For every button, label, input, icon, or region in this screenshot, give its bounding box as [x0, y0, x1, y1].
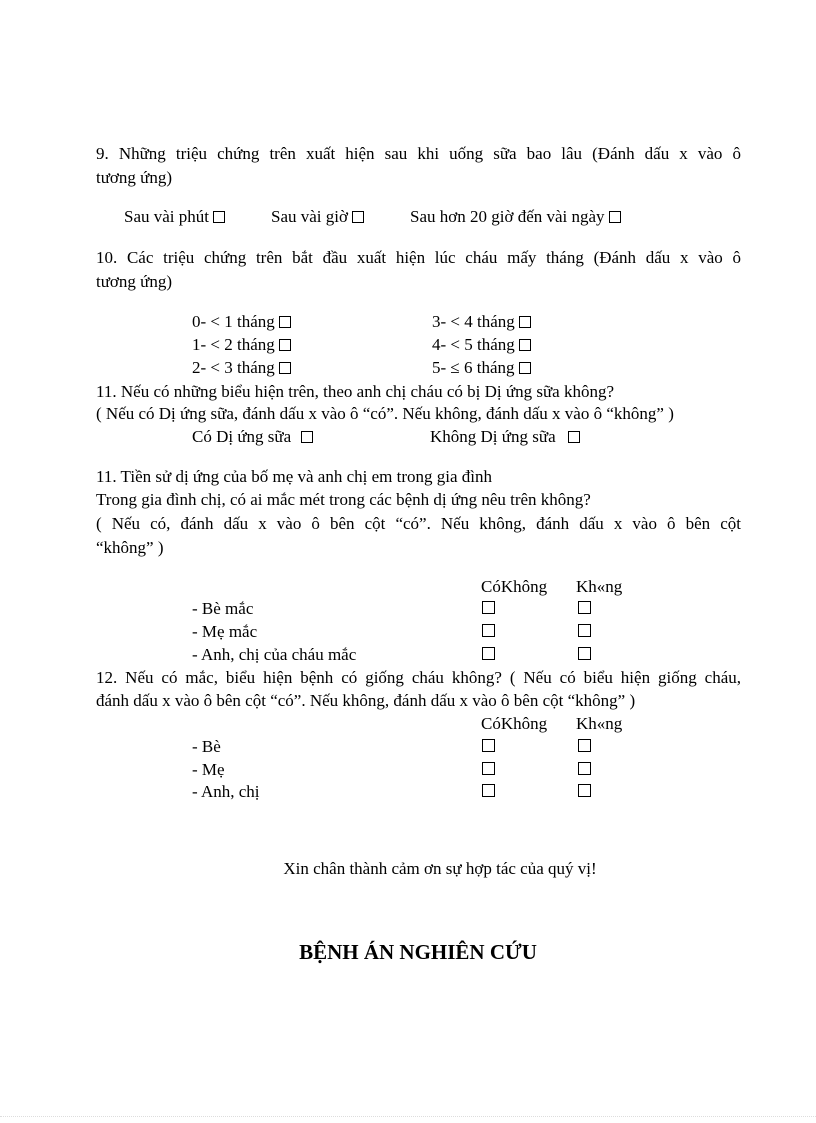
q9-line-1: 9. Những triệu chứng trên xuất hiện sau khi uống sữa bao lâu (Đánh dấu x vào ô [96, 144, 741, 163]
q12-row-label: - Anh, chị [192, 782, 260, 801]
checkbox[interactable] [279, 316, 291, 328]
checkbox[interactable] [519, 316, 531, 328]
q11a-option-yes[interactable] [192, 427, 313, 447]
q11a-option-no[interactable] [430, 427, 580, 447]
q12-line-2: đánh dấu x vào ô bên cột “có”. Nếu không, đánh dấu x vào ô bên cột “không” ) [96, 691, 636, 710]
checkbox[interactable] [482, 601, 495, 614]
checkbox[interactable] [578, 647, 591, 660]
checkbox[interactable] [301, 431, 313, 443]
checkbox[interactable] [482, 784, 495, 797]
q9-option-1-label: Sau vài phút [124, 207, 209, 226]
q11b-col-no-header: Kh«ng [576, 577, 623, 596]
q10-option-label: 2- < 3 tháng [192, 358, 275, 377]
checkbox[interactable] [578, 739, 591, 752]
checkbox[interactable] [213, 211, 225, 223]
q10-option-2-3[interactable] [192, 358, 291, 378]
q11a-yes-label: Có Dị ứng sữa [192, 427, 292, 446]
checkbox[interactable] [578, 784, 591, 797]
checkbox[interactable] [578, 762, 591, 775]
q9-option-1[interactable] [124, 207, 225, 227]
page-title: BỆNH ÁN NGHIÊN CỨU [299, 940, 537, 964]
q10-option-label: 0- < 1 tháng [192, 312, 275, 331]
q12-row-label: - Bè [192, 737, 221, 756]
q11a-line-1: 11. Nếu có những biểu hiện trên, theo anh chị cháu có bị Dị ứng sữa không? [96, 382, 614, 401]
q11b-col-yes-header: CóKhông [481, 577, 548, 596]
checkbox[interactable] [578, 624, 591, 637]
q11b-line-4: “không” ) [96, 538, 164, 557]
q11a-no-label: Không Dị ứng sữa [430, 427, 556, 446]
q11a-line-2: ( Nếu có Dị ứng sữa, đánh dấu x vào ô “có”. Nếu không, đánh dấu x vào ô “không” ) [96, 404, 674, 423]
q10-option-3-4[interactable] [432, 312, 531, 332]
page-edge-divider [0, 1116, 816, 1117]
checkbox[interactable] [482, 739, 495, 752]
q10-option-label: 4- < 5 tháng [432, 335, 515, 354]
checkbox[interactable] [482, 647, 495, 660]
q10-line-1: 10. Các triệu chứng trên bắt đầu xuất hiện lúc cháu mấy tháng (Đánh dấu x vào ô [96, 248, 741, 267]
q10-option-label: 1- < 2 tháng [192, 335, 275, 354]
checkbox[interactable] [609, 211, 621, 223]
checkbox[interactable] [568, 431, 580, 443]
checkbox[interactable] [279, 362, 291, 374]
checkbox[interactable] [519, 362, 531, 374]
q12-col-yes-header: CóKhông [481, 714, 548, 733]
q9-option-2-label: Sau vài giờ [271, 207, 348, 226]
thanks-note: Xin chân thành cảm ơn sự hợp tác của quý vị! [283, 859, 597, 878]
q11b-line-1: 11. Tiền sử dị ứng của bố mẹ và anh chị em trong gia đình [96, 467, 492, 486]
q9-option-3[interactable] [410, 207, 621, 227]
q10-option-4-5[interactable] [432, 335, 531, 355]
q11b-row-label: - Mẹ mắc [192, 622, 258, 641]
q9-line-2: tương ứng) [96, 168, 173, 187]
checkbox[interactable] [279, 339, 291, 351]
q10-option-1-2[interactable] [192, 335, 291, 355]
q10-line-2: tương ứng) [96, 272, 173, 291]
q11b-row-label: - Bè mắc [192, 599, 254, 618]
checkbox[interactable] [519, 339, 531, 351]
q10-option-label: 3- < 4 tháng [432, 312, 515, 331]
q12-row-label: - Mẹ [192, 760, 225, 779]
q11b-row-label: - Anh, chị của cháu mắc [192, 645, 357, 664]
q12-col-no-header: Kh«ng [576, 714, 623, 733]
checkbox[interactable] [482, 762, 495, 775]
checkbox[interactable] [352, 211, 364, 223]
q10-option-label: 5- ≤ 6 tháng [432, 358, 515, 377]
q10-option-0-1[interactable] [192, 312, 291, 332]
q11b-line-2: Trong gia đình chị, có ai mắc mét trong các bệnh dị ứng nêu trên không? [96, 490, 591, 509]
checkbox[interactable] [578, 601, 591, 614]
checkbox[interactable] [482, 624, 495, 637]
q11b-line-3: ( Nếu có, đánh dấu x vào ô bên cột “có”. Nếu không, đánh dấu x vào ô bên cột [96, 514, 741, 533]
q9-option-2[interactable] [271, 207, 364, 227]
q9-option-3-label: Sau hơn 20 giờ đến vài ngày [410, 207, 605, 226]
q10-option-5-6[interactable] [432, 358, 531, 378]
q12-line-1: 12. Nếu có mắc, biểu hiện bệnh có giống cháu không? ( Nếu có biểu hiện giống cháu, [96, 668, 741, 687]
